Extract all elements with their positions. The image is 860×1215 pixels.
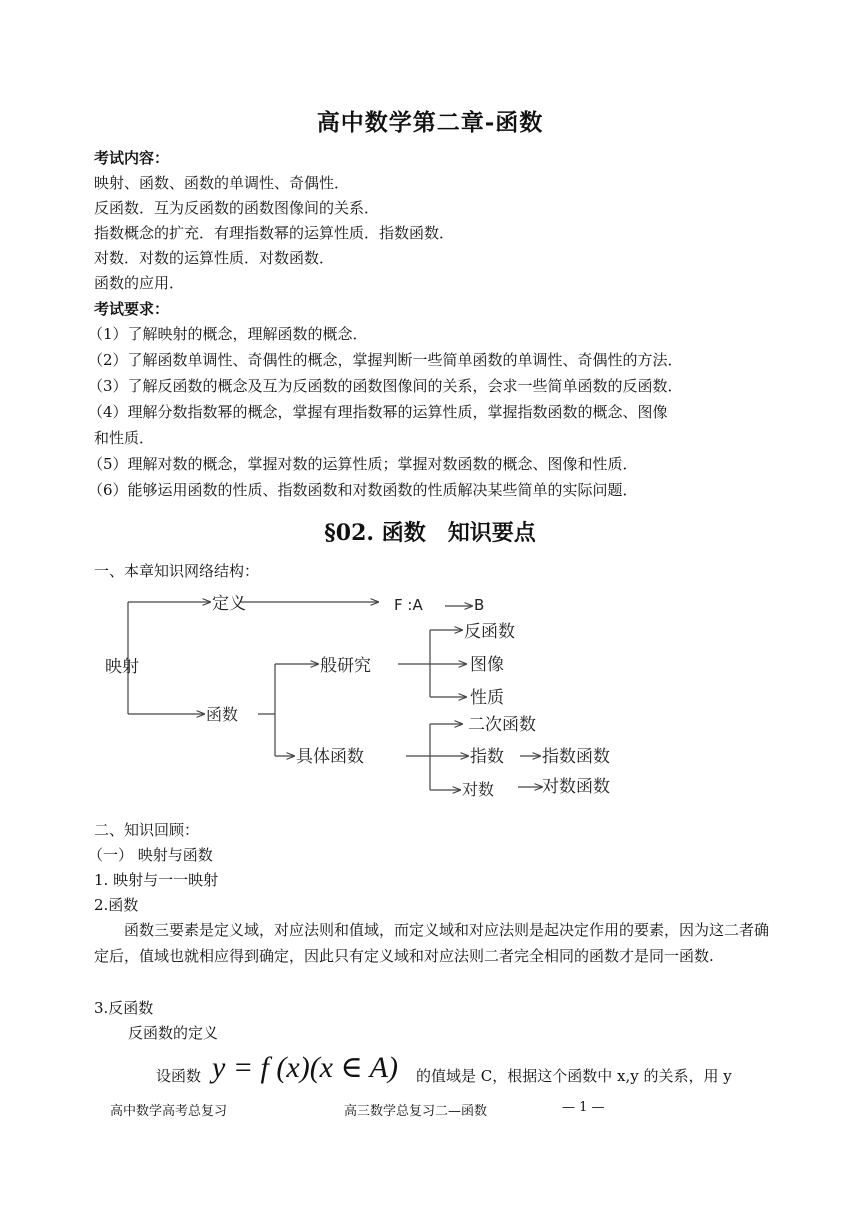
exam-content-item: 反函数．互为反函数的函数图像间的关系． (94, 199, 380, 217)
node-graph: 图像 (470, 655, 504, 675)
node-function: 函数 (206, 705, 239, 724)
review-item-function: 2.函数 (94, 896, 139, 914)
exam-requirement-item: （3）了解反函数的概念及互为反函数的函数图像间的关系，会求一些简单函数的反函数． (88, 377, 683, 395)
formula-suffix: 的值域是 C，根据这个函数中 x,y 的关系，用 y (416, 1067, 732, 1085)
exam-content-item: 对数．对数的运算性质．对数函数． (94, 249, 335, 267)
review-subheading: （一） 映射与函数 (88, 846, 213, 864)
footer-center: 高三数学总复习二—函数 (344, 1104, 488, 1119)
node-f-a: F :A (394, 596, 423, 614)
node-quadratic: 二次函数 (468, 715, 536, 735)
formula-line (0, 1048, 860, 1092)
exam-content-item: 指数概念的扩充．有理指数幂的运算性质．指数函数． (94, 224, 455, 242)
exam-requirement-item: （6）能够运用函数的性质、指数函数和对数函数的性质解决某些简单的实际问题． (88, 481, 638, 499)
network-heading: 一、本章知识网络结构： (94, 562, 260, 580)
exam-requirement-item: （4）理解分数指数幂的概念，掌握有理指数幂的运算性质，掌握指数函数的概念、图像 (88, 403, 668, 421)
node-general-study: 般研究 (320, 656, 371, 676)
inverse-definition-label: 反函数的定义 (128, 1024, 219, 1042)
footer-page-number: — 1 — (562, 1100, 605, 1115)
section-title: §02. 函数 知识要点 (324, 520, 536, 546)
page-title: 高中数学第二章-函数 (316, 109, 544, 136)
node-logarithm: 对数 (462, 780, 495, 799)
formula-prefix: 设函数 (156, 1067, 202, 1085)
node-exp-function: 指数函数 (542, 747, 610, 767)
function-paragraph: 函数三要素是定义域，对应法则和值域，而定义域和对应法则是起决定作用的要素，因为这二者确定后，值域也就相应得到确定，因此只有定义域和对应法则二者完全相同的函数才是同一函数. (94, 921, 770, 965)
footer-left: 高中数学高考总复习 (110, 1104, 228, 1119)
review-item-mapping: 1. 映射与一一映射 (94, 871, 219, 889)
exam-requirement-item: （1）了解映射的概念，理解函数的概念． (88, 325, 368, 343)
node-specific-function: 具体函数 (296, 747, 364, 767)
exam-requirement-item: （5）理解对数的概念，掌握对数的运算性质；掌握对数函数的概念、图像和性质． (88, 455, 638, 473)
node-definition: 定义 (212, 594, 246, 614)
knowledge-network-diagram (100, 590, 660, 805)
node-mapping: 映射 (105, 657, 139, 677)
formula-math: y = f (x)(x ∈ A) (212, 1051, 398, 1084)
node-inverse-function: 反函数 (464, 622, 515, 642)
review-heading: 二、知识回顾： (94, 821, 200, 839)
node-exponent: 指数 (470, 747, 504, 767)
exam-content-item: 函数的应用． (94, 274, 185, 292)
exam-requirement-item: 和性质． (94, 429, 155, 447)
node-f-b: B (474, 596, 485, 614)
review-item-inverse: 3.反函数 (94, 999, 154, 1017)
exam-content-item: 映射、函数、函数的单调性、奇偶性． (94, 174, 350, 192)
exam-requirement-item: （2）了解函数单调性、奇偶性的概念，掌握判断一些简单函数的单调性、奇偶性的方法． (88, 351, 683, 369)
exam-requirements-heading: 考试要求： (94, 300, 170, 318)
exam-content-heading: 考试内容： (94, 149, 170, 167)
node-property: 性质 (470, 688, 504, 708)
node-log-function: 对数函数 (542, 777, 610, 797)
